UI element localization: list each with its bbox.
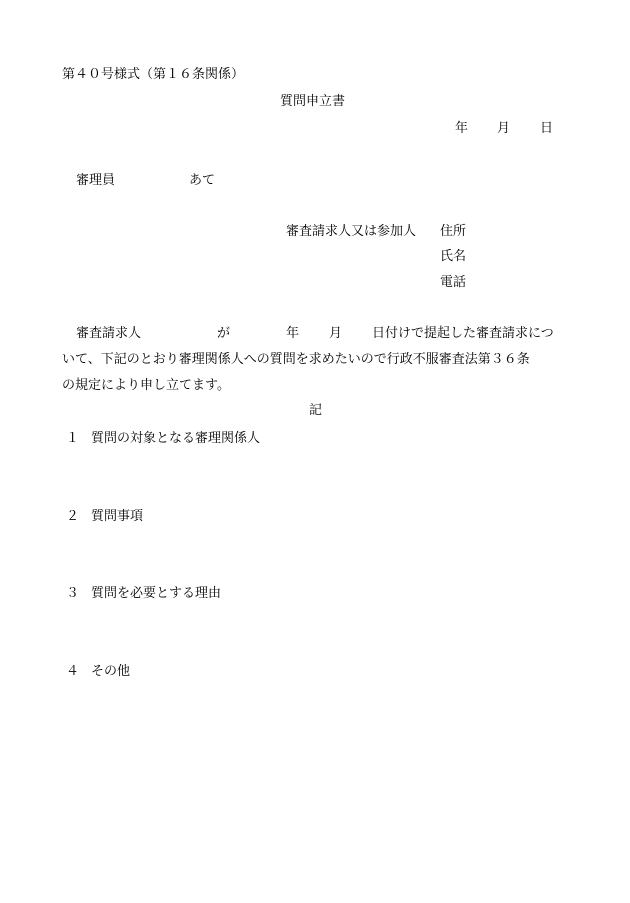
date-month-label: 月 — [497, 121, 511, 136]
recipient-suffix: あて — [189, 173, 216, 188]
body-applicant-label: 審査請求人 — [76, 326, 142, 341]
item-number: ４ — [66, 664, 80, 679]
recipient-label: 審理員 — [76, 173, 116, 188]
body-paragraph-line-2: いて、下記のとおり審理関係人への質問を求めたいので行政不服審査法第３６条 — [62, 352, 530, 367]
date-year-label: 年 — [455, 121, 469, 136]
address-label: 住所 — [440, 224, 467, 239]
body-year-label: 年 — [286, 326, 300, 341]
item-label: 質問の対象となる審理関係人 — [91, 431, 261, 446]
item-number: １ — [66, 431, 80, 446]
name-label: 氏名 — [440, 249, 467, 264]
body-month-label: 月 — [329, 326, 343, 341]
item-label: その他 — [91, 664, 131, 679]
item-label: 質問事項 — [91, 509, 144, 524]
body-particle-ga: が — [217, 326, 231, 341]
phone-label: 電話 — [440, 275, 467, 290]
form-number: 第４０号様式（第１６条関係） — [62, 67, 245, 82]
ki-heading: 記 — [309, 403, 323, 418]
item-number: ３ — [66, 586, 80, 601]
body-line-1-rest: 日付けで提起した審査請求につ — [372, 326, 554, 341]
body-paragraph-line-3: の規定により申し立てます。 — [62, 378, 230, 393]
date-day-label: 日 — [540, 121, 554, 136]
item-number: ２ — [66, 509, 80, 524]
applicant-role: 審査請求人又は参加人 — [286, 224, 417, 239]
document-title: 質問申立書 — [280, 94, 346, 109]
item-label: 質問を必要とする理由 — [91, 586, 222, 601]
